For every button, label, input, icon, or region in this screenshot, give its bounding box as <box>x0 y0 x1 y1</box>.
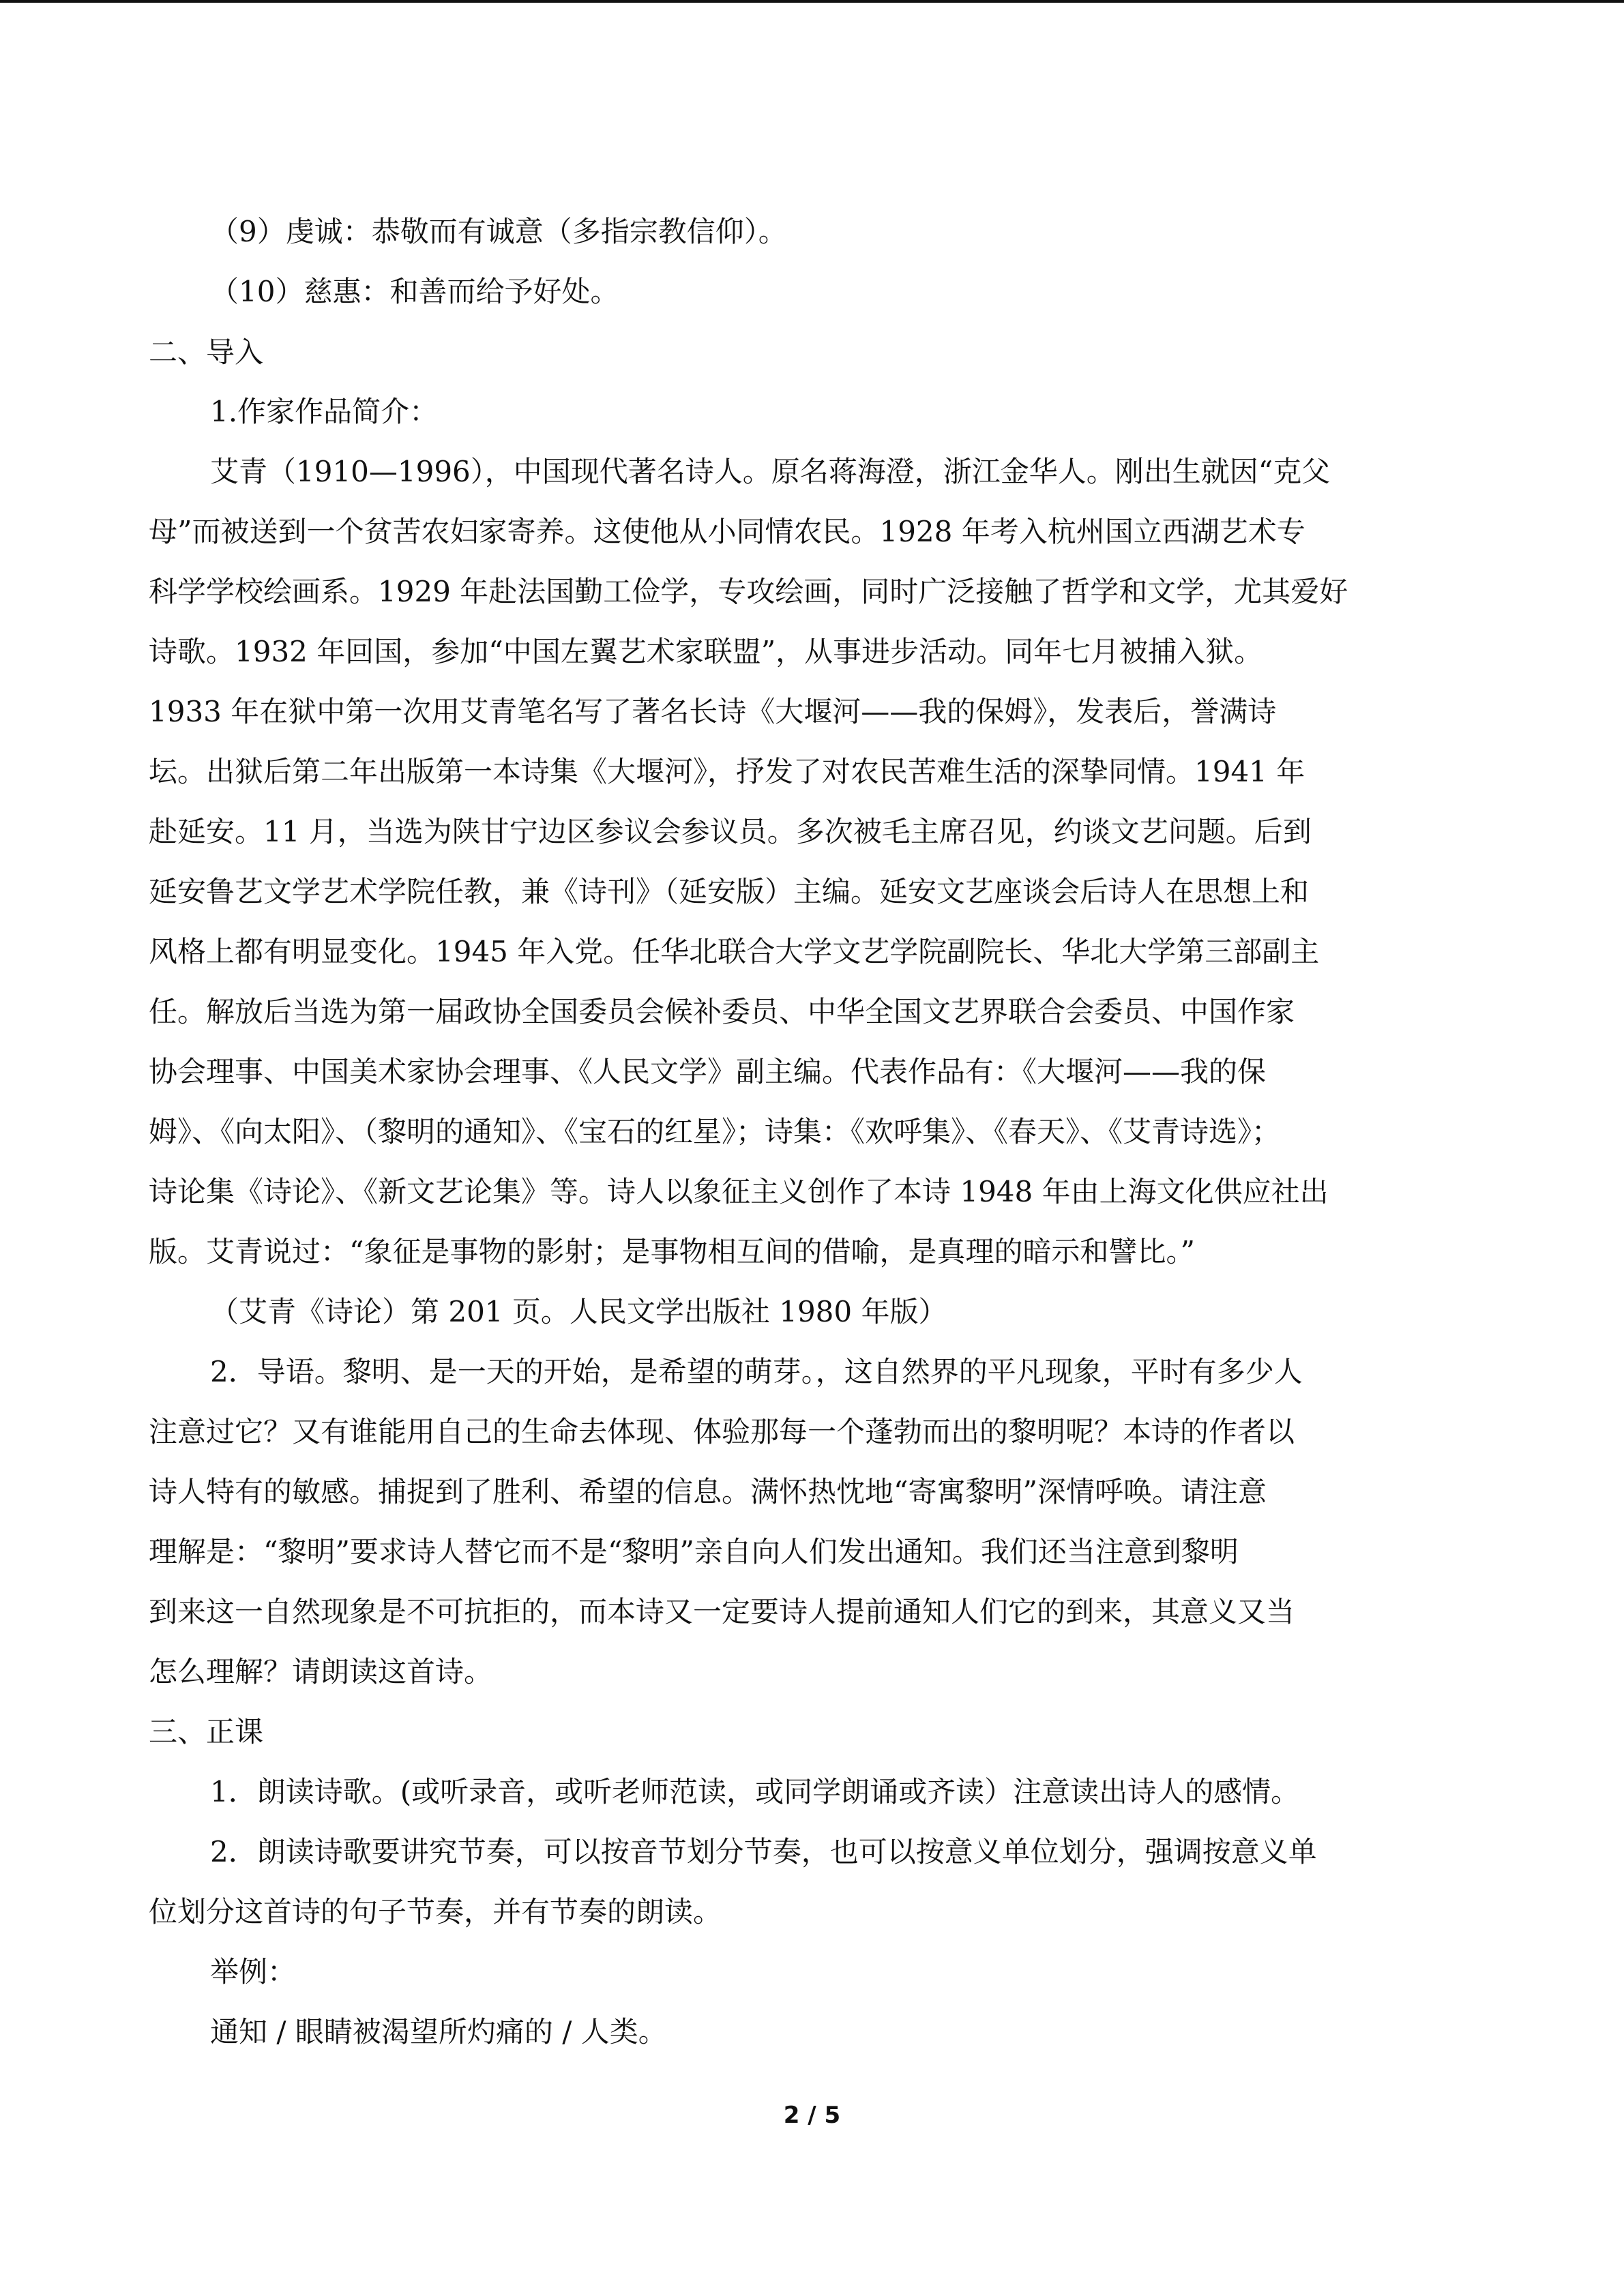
citation-line: （艾青《诗论）第 201 页。人民文学出版社 1980 年版） <box>210 1295 947 1328</box>
text-line: 1．朗读诗歌。(或听录音，或听老师范读，或同学朗诵或齐读）注意读出诗人的感情。 <box>210 1775 1300 1808</box>
text-line: 诗人特有的敏感。捕捉到了胜利、希望的信息。满怀热忱地“寄寓黎明”深情呼唤。请注意 <box>149 1475 1267 1508</box>
text-line: 位划分这首诗的句子节奏，并有节奏的朗读。 <box>149 1895 722 1928</box>
text-line: 2．朗读诗歌要讲究节奏，可以按音节划分节奏，也可以按意义单位划分，强调按意义单 <box>210 1835 1317 1868</box>
text-line: 坛。出狱后第二年出版第一本诗集《大堰河》，抒发了对农民苦难生活的深挚同情。1941 年 <box>149 755 1305 788</box>
section-heading: 三、正课 <box>149 1715 264 1748</box>
text-line: 诗歌。1932 年回国，参加“中国左翼艺术家联盟”，从事进步活动。同年七月被捕入狱。 <box>149 635 1263 668</box>
text-line: 姆》、《向太阳》、（黎明的通知》、《宝石的红星》；诗集：《欢呼集》、《春天》、《艾青诗选》； <box>149 1115 1281 1148</box>
text-line: 赴延安。11 月，当选为陕甘宁边区参议会参议员。多次被毛主席召见，约谈文艺问题。后到 <box>149 815 1312 848</box>
text-line: 1933 年在狱中第一次用艾青笔名写了著名长诗《大堰河——我的保姆》，发表后，誉满诗 <box>149 695 1277 728</box>
text-line: 注意过它？又有谁能用自己的生命去体现、体验那每一个蓬勃而出的黎明呢？本诗的作者以 <box>149 1415 1295 1448</box>
text-line: 到来这一自然现象是不可抗拒的，而本诗又一定要诗人提前通知人们它的到来，其意义又当 <box>149 1595 1295 1628</box>
subsection-heading: 1.作家作品简介： <box>210 395 439 428</box>
text-line: 理解是：“黎明”要求诗人替它而不是“黎明”亲自向人们发出通知。我们还当注意到黎明 <box>149 1535 1239 1568</box>
text-line: 怎么理解？请朗读这首诗。 <box>149 1655 493 1688</box>
text-line: （9）虔诚：恭敬而有诚意（多指宗教信仰）。 <box>210 215 787 248</box>
text-line: （10）慈惠：和善而给予好处。 <box>210 275 619 308</box>
text-line: 版。艾青说过：“象征是事物的影射；是事物相互间的借喻，是真理的暗示和譬比。” <box>149 1235 1195 1268</box>
text-line: 诗论集《诗论》、《新文艺论集》等。诗人以象征主义创作了本诗 1948 年由上海文化供应社出 <box>149 1175 1329 1208</box>
example-line: 通知 / 眼睛被渴望所灼痛的 / 人类。 <box>210 2015 667 2048</box>
section-heading: 二、导入 <box>149 336 264 369</box>
text-line: 母”而被送到一个贫苦农妇家寄养。这使他从小同情农民。1928 年考入杭州国立西湖艺术专 <box>149 515 1305 548</box>
text-line: 举例： <box>210 1955 297 1988</box>
text-line: 艾青（1910—1996），中国现代著名诗人。原名蒋海澄，浙江金华人。刚出生就因“克父 <box>210 455 1331 488</box>
text-line: 风格上都有明显变化。1945 年入党。任华北联合大学文艺学院副院长、华北大学第三部副主 <box>149 935 1320 968</box>
page-number: 2 / 5 <box>783 2102 841 2129</box>
text-line: 协会理事、中国美术家协会理事、《人民文学》副主编。代表作品有：《大堰河——我的保 <box>149 1055 1267 1088</box>
text-line: 任。解放后当选为第一届政协全国委员会候补委员、中华全国文艺界联合会委员、中国作家 <box>149 995 1295 1028</box>
text-line: 2．导语。黎明、是一天的开始，是希望的萌芽。，这自然界的平凡现象，平时有多少人 <box>210 1355 1303 1388</box>
text-line: 延安鲁艺文学艺术学院任教，兼《诗刊》（延安版）主编。延安文艺座谈会后诗人在思想上和 <box>149 875 1310 908</box>
text-line: 科学学校绘画系。1929 年赴法国勤工俭学，专攻绘画，同时广泛接触了哲学和文学，尤其爱好 <box>149 575 1348 608</box>
